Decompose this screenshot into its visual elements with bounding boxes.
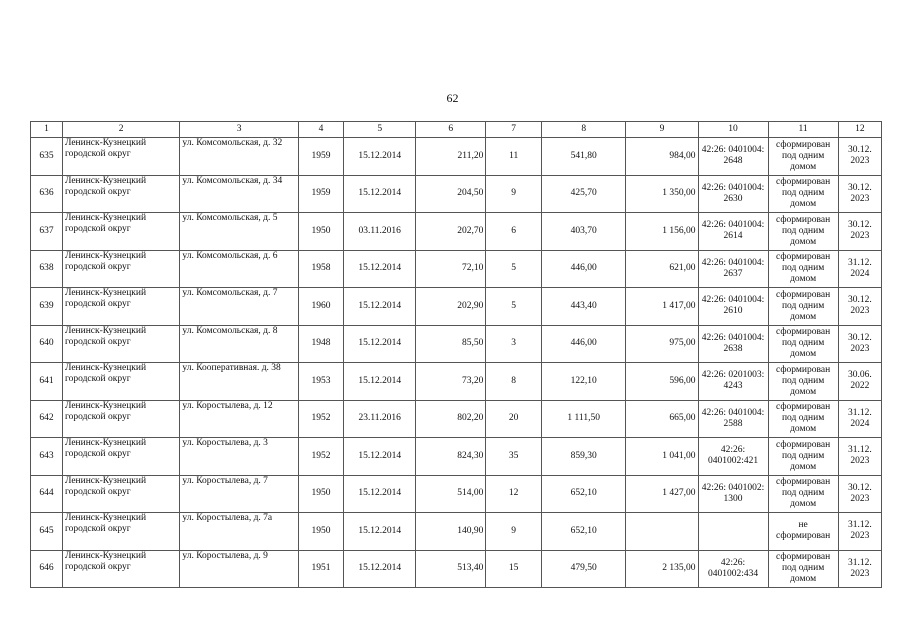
deadline-cell: 31.12. 2024 xyxy=(838,400,881,438)
value-cell: 1 417,00 xyxy=(626,288,698,326)
municipality-cell: Ленинск-Кузнецкий городской округ xyxy=(62,288,179,326)
land-status-cell: не сформирован xyxy=(768,513,838,551)
table-row xyxy=(31,175,882,213)
row-number-cell: 638 xyxy=(31,250,63,288)
municipality-cell: Ленинск-Кузнецкий городской округ xyxy=(62,213,179,251)
address-cell: ул. Комсомольская, д. 6 xyxy=(180,250,298,288)
date-cell: 15.12.2014 xyxy=(344,288,416,326)
cadastral-number-cell: 42:26: 0401002:421 xyxy=(698,438,768,476)
count-cell: 15 xyxy=(486,550,542,588)
area-cell: 73,20 xyxy=(416,363,486,401)
table-row xyxy=(31,250,882,288)
value-cell: 2 135,00 xyxy=(626,550,698,588)
deadline-cell: 30.12. 2023 xyxy=(838,213,881,251)
year-cell: 1959 xyxy=(298,175,343,213)
date-cell: 15.12.2014 xyxy=(344,550,416,588)
row-number-cell: 645 xyxy=(31,513,63,551)
value-cell: 1 156,00 xyxy=(626,213,698,251)
table-row xyxy=(31,325,882,363)
count-cell: 11 xyxy=(486,138,542,176)
row-number-cell: 637 xyxy=(31,213,63,251)
table-row xyxy=(31,288,882,326)
value-cell: 652,10 xyxy=(541,475,625,513)
deadline-cell: 30.12. 2023 xyxy=(838,138,881,176)
area-cell: 202,90 xyxy=(416,288,486,326)
area-cell: 72,10 xyxy=(416,250,486,288)
land-status-cell: сформирован под одним домом xyxy=(768,288,838,326)
deadline-cell: 31.12. 2023 xyxy=(838,550,881,588)
cadastral-number-cell: 42:26: 0401004: 2637 xyxy=(698,250,768,288)
municipality-cell: Ленинск-Кузнецкий городской округ xyxy=(62,138,179,176)
land-status-cell: сформирован под одним домом xyxy=(768,138,838,176)
value-cell: 443,40 xyxy=(541,288,625,326)
row-number-cell: 640 xyxy=(31,325,63,363)
land-status-cell: сформирован под одним домом xyxy=(768,325,838,363)
municipality-cell: Ленинск-Кузнецкий городской округ xyxy=(62,475,179,513)
value-cell xyxy=(626,513,698,551)
row-number-cell: 635 xyxy=(31,138,63,176)
table-row xyxy=(31,438,882,476)
value-cell: 665,00 xyxy=(626,400,698,438)
cadastral-number-cell: 42:26: 0201003: 4243 xyxy=(698,363,768,401)
cadastral-number-cell: 42:26: 0401004: 2588 xyxy=(698,400,768,438)
header-cell: 3 xyxy=(180,122,298,138)
area-cell: 513,40 xyxy=(416,550,486,588)
land-status-cell: сформирован под одним домом xyxy=(768,550,838,588)
header-cell: 6 xyxy=(416,122,486,138)
header-cell: 12 xyxy=(838,122,881,138)
header-cell: 4 xyxy=(298,122,343,138)
land-status-cell: сформирован под одним домом xyxy=(768,175,838,213)
table-row xyxy=(31,363,882,401)
count-cell: 35 xyxy=(486,438,542,476)
address-cell: ул. Коростылева, д. 7а xyxy=(180,513,298,551)
count-cell: 5 xyxy=(486,250,542,288)
area-cell: 802,20 xyxy=(416,400,486,438)
municipality-cell: Ленинск-Кузнецкий городской округ xyxy=(62,363,179,401)
address-cell: ул. Коростылева, д. 3 xyxy=(180,438,298,476)
value-cell: 1 111,50 xyxy=(541,400,625,438)
land-status-cell: сформирован под одним домом xyxy=(768,250,838,288)
value-cell: 479,50 xyxy=(541,550,625,588)
date-cell: 23.11.2016 xyxy=(344,400,416,438)
value-cell: 122,10 xyxy=(541,363,625,401)
year-cell: 1951 xyxy=(298,550,343,588)
count-cell: 3 xyxy=(486,325,542,363)
deadline-cell: 31.12. 2023 xyxy=(838,513,881,551)
value-cell: 975,00 xyxy=(626,325,698,363)
table-row xyxy=(31,213,882,251)
municipality-cell: Ленинск-Кузнецкий городской округ xyxy=(62,513,179,551)
value-cell: 621,00 xyxy=(626,250,698,288)
value-cell: 446,00 xyxy=(541,250,625,288)
value-cell: 446,00 xyxy=(541,325,625,363)
address-cell: ул. Комсомольская, д. 5 xyxy=(180,213,298,251)
date-cell: 03.11.2016 xyxy=(344,213,416,251)
date-cell: 15.12.2014 xyxy=(344,513,416,551)
header-cell: 11 xyxy=(768,122,838,138)
year-cell: 1952 xyxy=(298,400,343,438)
area-cell: 211,20 xyxy=(416,138,486,176)
area-cell: 140,90 xyxy=(416,513,486,551)
year-cell: 1958 xyxy=(298,250,343,288)
cadastral-number-cell xyxy=(698,513,768,551)
value-cell: 859,30 xyxy=(541,438,625,476)
year-cell: 1950 xyxy=(298,475,343,513)
address-cell: ул. Комсомольская, д. 8 xyxy=(180,325,298,363)
date-cell: 15.12.2014 xyxy=(344,325,416,363)
row-number-cell: 636 xyxy=(31,175,63,213)
header-cell: 5 xyxy=(344,122,416,138)
header-cell: 1 xyxy=(31,122,63,138)
date-cell: 15.12.2014 xyxy=(344,138,416,176)
count-cell: 20 xyxy=(486,400,542,438)
header-row xyxy=(31,122,882,138)
row-number-cell: 641 xyxy=(31,363,63,401)
cadastral-number-cell: 42:26: 0401004: 2614 xyxy=(698,213,768,251)
value-cell: 596,00 xyxy=(626,363,698,401)
table-row xyxy=(31,400,882,438)
year-cell: 1953 xyxy=(298,363,343,401)
count-cell: 12 xyxy=(486,475,542,513)
municipality-cell: Ленинск-Кузнецкий городской округ xyxy=(62,438,179,476)
table-row xyxy=(31,513,882,551)
value-cell: 1 350,00 xyxy=(626,175,698,213)
address-cell: ул. Коростылева, д. 7 xyxy=(180,475,298,513)
table-row xyxy=(31,550,882,588)
value-cell: 541,80 xyxy=(541,138,625,176)
land-status-cell: сформирован под одним домом xyxy=(768,213,838,251)
deadline-cell: 31.12. 2024 xyxy=(838,250,881,288)
header-cell: 8 xyxy=(541,122,625,138)
page-number: 62 xyxy=(446,91,459,105)
address-cell: ул. Коростылева, д. 12 xyxy=(180,400,298,438)
deadline-cell: 30.06. 2022 xyxy=(838,363,881,401)
row-number-cell: 639 xyxy=(31,288,63,326)
area-cell: 514,00 xyxy=(416,475,486,513)
count-cell: 5 xyxy=(486,288,542,326)
year-cell: 1952 xyxy=(298,438,343,476)
date-cell: 15.12.2014 xyxy=(344,250,416,288)
land-status-cell: сформирован под одним домом xyxy=(768,438,838,476)
area-cell: 204,50 xyxy=(416,175,486,213)
address-cell: ул. Коростылева, д. 9 xyxy=(180,550,298,588)
value-cell: 1 041,00 xyxy=(626,438,698,476)
cadastral-number-cell: 42:26: 0401002:434 xyxy=(698,550,768,588)
value-cell: 425,70 xyxy=(541,175,625,213)
date-cell: 15.12.2014 xyxy=(344,363,416,401)
address-cell: ул. Комсомольская, д. 7 xyxy=(180,288,298,326)
address-cell: ул. Кооперативная. д. 38 xyxy=(180,363,298,401)
deadline-cell: 30.12. 2023 xyxy=(838,325,881,363)
cadastral-number-cell: 42:26: 0401002: 1300 xyxy=(698,475,768,513)
value-cell: 403,70 xyxy=(541,213,625,251)
municipality-cell: Ленинск-Кузнецкий городской округ xyxy=(62,250,179,288)
municipality-cell: Ленинск-Кузнецкий городской округ xyxy=(62,175,179,213)
year-cell: 1959 xyxy=(298,138,343,176)
cadastral-number-cell: 42:26: 0401004: 2638 xyxy=(698,325,768,363)
count-cell: 6 xyxy=(486,213,542,251)
address-cell: ул. Комсомольская, д. 34 xyxy=(180,175,298,213)
count-cell: 9 xyxy=(486,513,542,551)
year-cell: 1950 xyxy=(298,513,343,551)
date-cell: 15.12.2014 xyxy=(344,175,416,213)
cadastral-number-cell: 42:26: 0401004: 2610 xyxy=(698,288,768,326)
deadline-cell: 30.12. 2023 xyxy=(838,175,881,213)
value-cell: 1 427,00 xyxy=(626,475,698,513)
deadline-cell: 30.12. 2023 xyxy=(838,288,881,326)
municipality-cell: Ленинск-Кузнецкий городской округ xyxy=(62,550,179,588)
area-cell: 824,30 xyxy=(416,438,486,476)
row-number-cell: 642 xyxy=(31,400,63,438)
row-number-cell: 644 xyxy=(31,475,63,513)
row-number-cell: 646 xyxy=(31,550,63,588)
area-cell: 85,50 xyxy=(416,325,486,363)
cadastral-number-cell: 42:26: 0401004: 2648 xyxy=(698,138,768,176)
municipality-cell: Ленинск-Кузнецкий городской округ xyxy=(62,325,179,363)
header-cell: 7 xyxy=(486,122,542,138)
year-cell: 1948 xyxy=(298,325,343,363)
value-cell: 652,10 xyxy=(541,513,625,551)
deadline-cell: 30.12. 2023 xyxy=(838,475,881,513)
date-cell: 15.12.2014 xyxy=(344,438,416,476)
land-status-cell: сформирован под одним домом xyxy=(768,400,838,438)
address-cell: ул. Комсомольская, д. 32 xyxy=(180,138,298,176)
table-row xyxy=(31,475,882,513)
land-status-cell: сформирован под одним домом xyxy=(768,475,838,513)
cadastral-number-cell: 42:26: 0401004: 2630 xyxy=(698,175,768,213)
count-cell: 8 xyxy=(486,363,542,401)
row-number-cell: 643 xyxy=(31,438,63,476)
deadline-cell: 31.12. 2023 xyxy=(838,438,881,476)
land-status-cell: сформирован под одним домом xyxy=(768,363,838,401)
date-cell: 15.12.2014 xyxy=(344,475,416,513)
year-cell: 1950 xyxy=(298,213,343,251)
year-cell: 1960 xyxy=(298,288,343,326)
area-cell: 202,70 xyxy=(416,213,486,251)
table-row xyxy=(31,138,882,176)
count-cell: 9 xyxy=(486,175,542,213)
value-cell: 984,00 xyxy=(626,138,698,176)
housing-registry-table xyxy=(30,121,882,588)
header-cell: 2 xyxy=(62,122,179,138)
municipality-cell: Ленинск-Кузнецкий городской округ xyxy=(62,400,179,438)
header-cell: 10 xyxy=(698,122,768,138)
header-cell: 9 xyxy=(626,122,698,138)
